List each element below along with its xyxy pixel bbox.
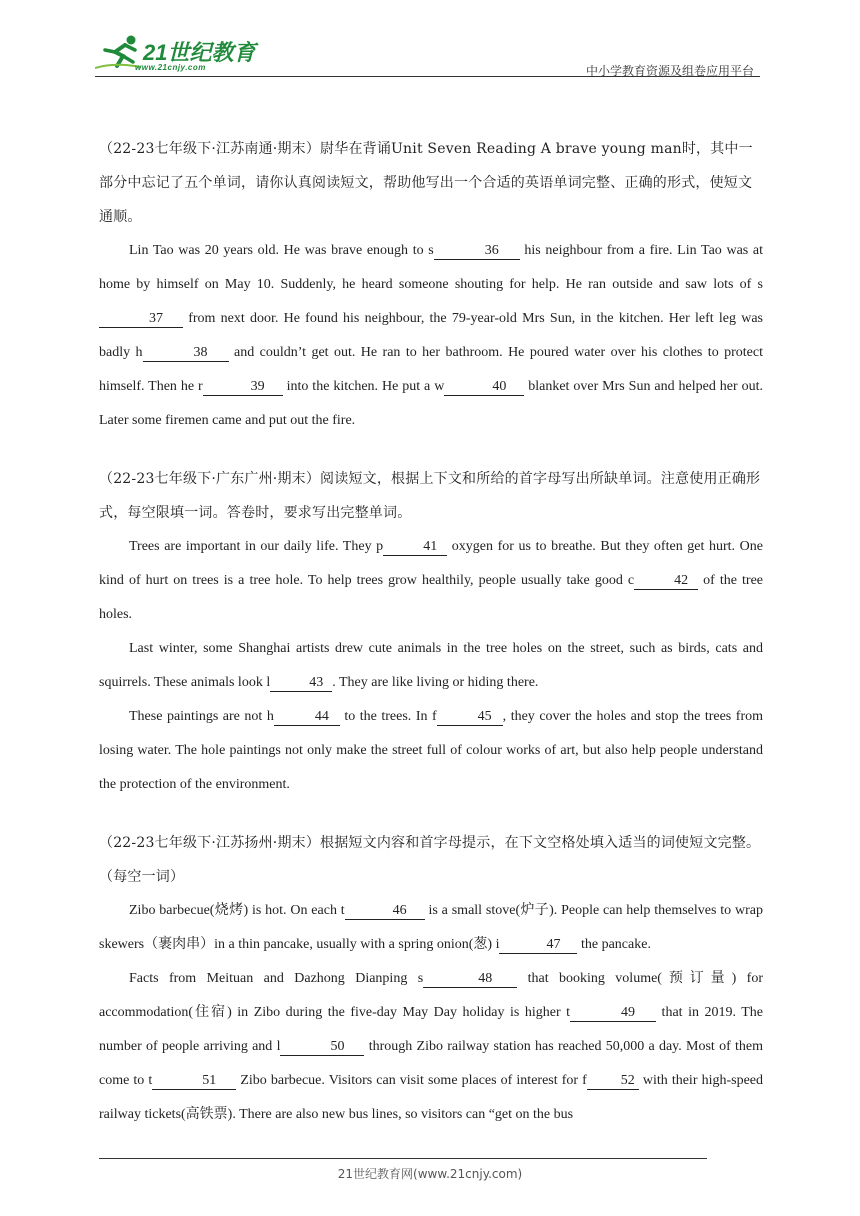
answer-blank[interactable]: 36 <box>434 243 520 260</box>
site-logo[interactable] <box>95 30 265 76</box>
answer-blank[interactable]: 38 <box>143 345 229 362</box>
exercise-section <box>99 462 763 802</box>
answer-blank[interactable]: 52 <box>587 1073 639 1090</box>
passage-text: through Zibo railway station has reached 50,000 a day. Most of them come to t <box>99 1039 763 1088</box>
answer-blank[interactable]: 47 <box>499 937 577 954</box>
logo-text: 21世纪教育 <box>143 40 256 65</box>
footer-divider <box>99 1158 707 1159</box>
document-body <box>99 132 763 1156</box>
answer-blank[interactable]: 40 <box>444 379 524 396</box>
answer-blank[interactable]: 49 <box>570 1005 656 1022</box>
passage-text: , they cover the holes and stop the trees from losing water. The hole paintings not only make the street full of colour works of art, but also help people understand the protection of the environment. <box>99 709 763 792</box>
passage-text: and couldn’t get out. He ran to her bathroom. He poured water over his clothes to protect himself. Then he r <box>99 345 763 394</box>
passage-text: oxygen for us to breathe. But they often get hurt. One kind of hurt on trees is a tree hole. To help trees grow healthily, people usually take good c <box>99 539 763 588</box>
exercise-instructions: （22-23七年级下·广东广州·期末）阅读短文，根据上下文和所给的首字母写出所缺单词。注意使用正确形式，每空限填一词。答卷时，要求写出完整单词。 <box>99 471 761 521</box>
passage-text: the pancake. <box>577 937 651 952</box>
passage-text: that in 2019. The number of people arriving and l <box>99 1005 763 1054</box>
exercise-instructions: （22-23七年级下·江苏扬州·期末）根据短文内容和首字母提示，在下文空格处填入适当的词使短文完整。（每空一词） <box>99 835 761 885</box>
passage-text: of the tree holes. <box>99 573 763 622</box>
passage-text: with their high-speed railway tickets(高铁票). There are also new bus lines, so visitors can “get on the bus <box>99 1073 763 1122</box>
passage-text: Lin Tao was 20 years old. He was brave enough to s <box>129 243 434 258</box>
platform-name: 中小学教育资源及组卷应用平台 <box>585 64 754 78</box>
passage-text: blanket over Mrs Sun and helped her out. Later some firemen came and put out the fire. <box>99 379 763 428</box>
answer-blank[interactable]: 46 <box>345 903 425 920</box>
passage-text: to the trees. In f <box>339 709 437 724</box>
passage-text: Trees are important in our daily life. They p <box>129 539 384 554</box>
passage-paragraph <box>99 234 763 438</box>
answer-blank[interactable]: 45 <box>437 709 503 726</box>
answer-blank[interactable]: 39 <box>203 379 283 396</box>
passage-text: from next door. He found his neighbour, the 79-year-old Mrs Sun, in the kitchen. Her left leg was badly h <box>99 311 763 360</box>
passage-text: is a small stove(炉子). People can help themselves to wrap skewers（裹肉串）in a thin pancake, usually with a spring onion(葱) i <box>99 903 763 952</box>
answer-blank[interactable]: 43 <box>270 675 332 692</box>
answer-blank[interactable]: 44 <box>274 709 340 726</box>
exercise-section <box>99 132 763 438</box>
passage-text: that booking volume(预订量) for accommodation(住宿) in Zibo during the five-day May Day holiday is higher t <box>99 971 763 1020</box>
exercise-instructions: （22-23七年级下·江苏南通·期末）尉华在背诵Unit Seven Reading A brave young man时，其中一部分中忘记了五个单词，请你认真阅读短文，帮助他写出一个合适的英语单词完整、正确的形式，使短文通顺。 <box>99 141 753 225</box>
exercise-section <box>99 826 763 1132</box>
passage-text: his neighbour from a fire. Lin Tao was at home by himself on May 10. Suddenly, he heard someone shouting for help. He ran outside and saw lots of s <box>99 243 763 292</box>
passage-paragraph <box>99 530 763 632</box>
passage-text: These paintings are not h <box>129 709 274 724</box>
page-header <box>95 30 760 78</box>
passage-paragraph <box>99 962 763 1132</box>
answer-blank[interactable]: 50 <box>280 1039 364 1056</box>
answer-blank[interactable]: 42 <box>634 573 698 590</box>
passage-text: . They are like living or hiding there. <box>332 675 539 690</box>
header-divider <box>95 76 760 77</box>
answer-blank[interactable]: 48 <box>423 971 517 988</box>
passage-text: Last winter, some Shanghai artists drew cute animals in the tree holes on the street, such as birds, cats and squirrels. These animals look l <box>99 641 763 690</box>
footer-text: 21世纪教育网(www.21cnjy.com) <box>337 1167 523 1181</box>
passage-text: Zibo barbecue. Visitors can visit some places of interest for f <box>236 1073 587 1088</box>
answer-blank[interactable]: 51 <box>152 1073 236 1090</box>
passage-paragraph <box>99 894 763 962</box>
passage-text: Facts from Meituan and Dazhong Dianping s <box>129 971 424 986</box>
answer-blank[interactable]: 41 <box>383 539 447 556</box>
logo-url: www.21cnjy.com <box>135 63 206 72</box>
passage-paragraph <box>99 700 763 802</box>
passage-text: into the kitchen. He put a w <box>282 379 445 394</box>
answer-blank[interactable]: 37 <box>99 311 183 328</box>
passage-text: Zibo barbecue(烧烤) is hot. On each t <box>129 903 345 918</box>
passage-paragraph <box>99 632 763 700</box>
